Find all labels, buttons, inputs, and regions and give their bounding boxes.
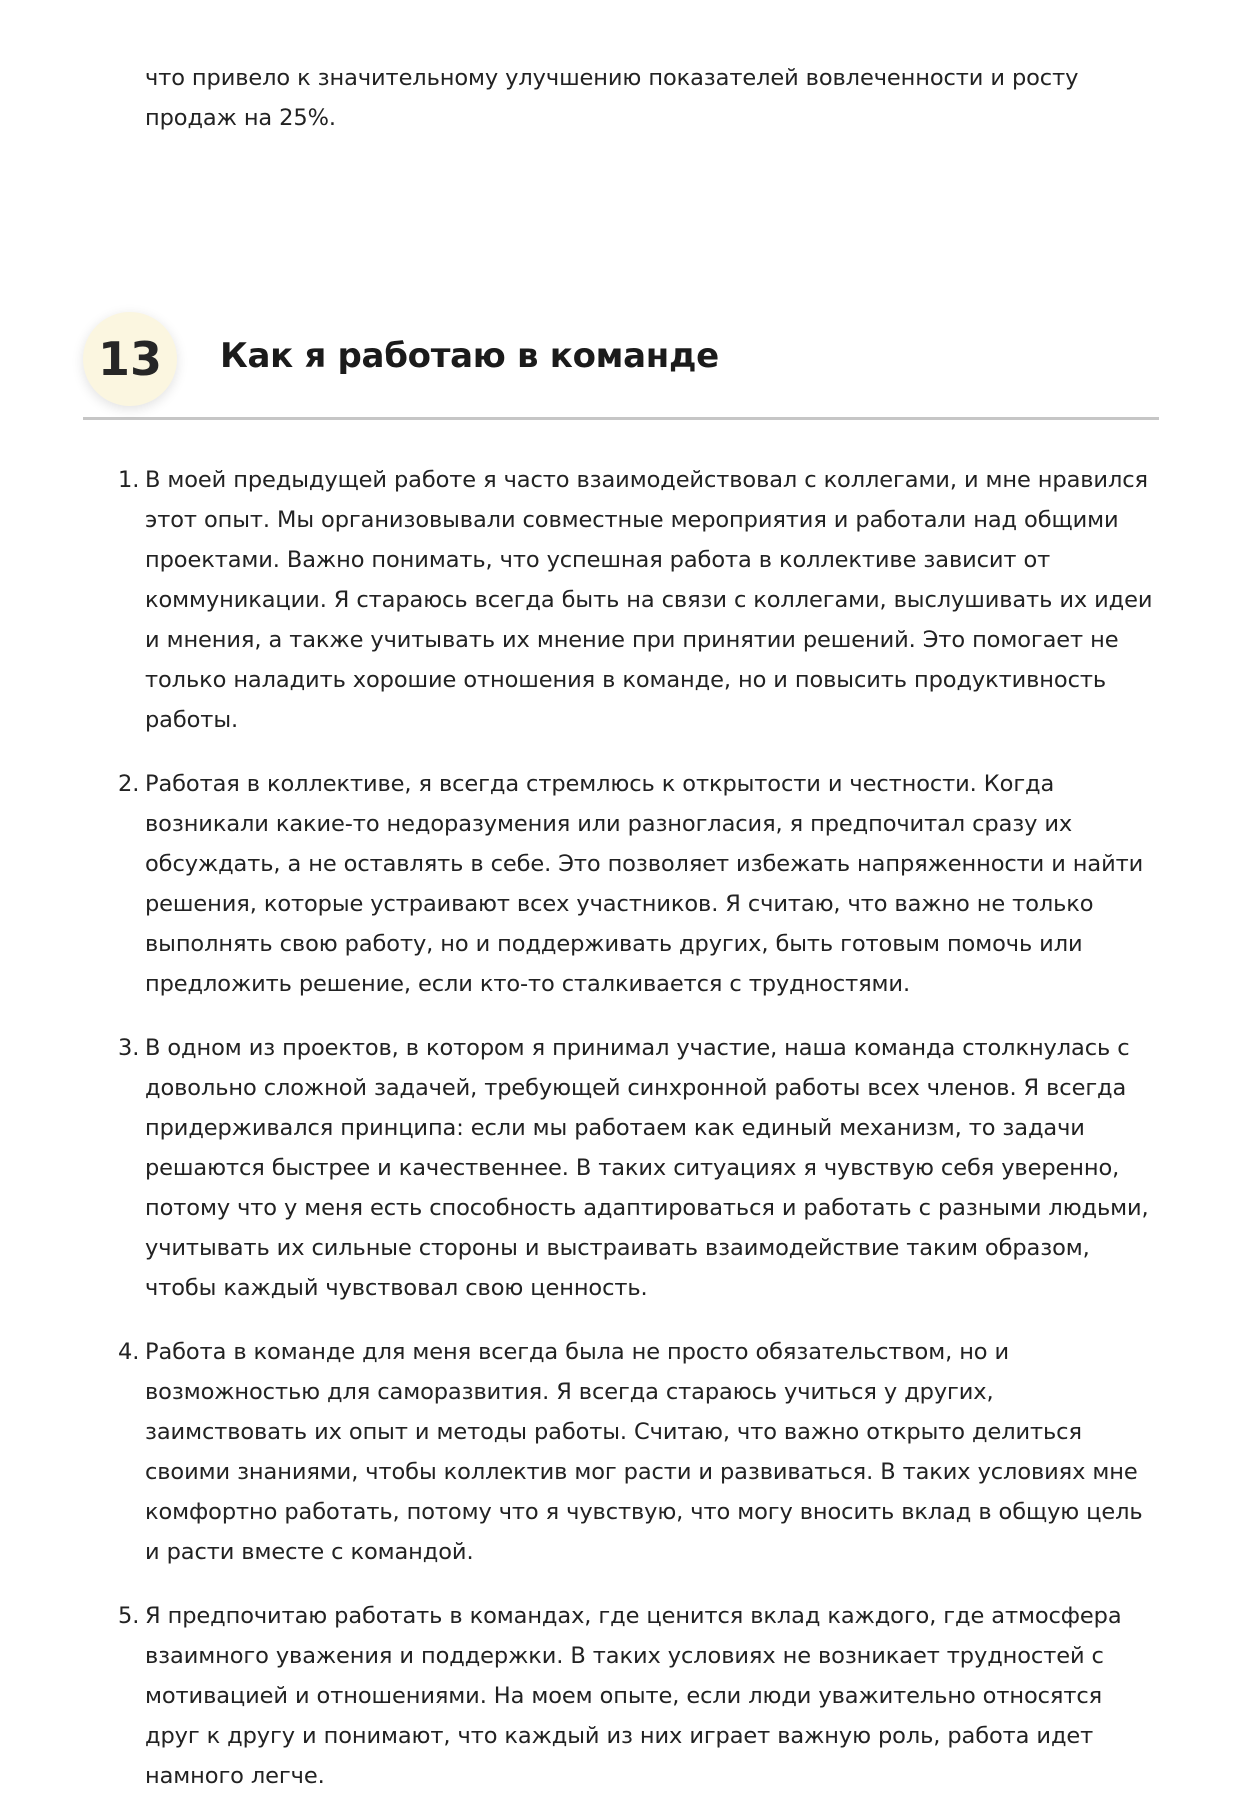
list-item-text: Я предпочитаю работать в командах, где ценится вклад каждого, где атмосфера взаимного уважения и поддержки. В таких условиях не возникает трудностей с мотивацией и отношениями. На моем опыте, если люди уважительно относятся друг к другу и понимают, что каждый из них играет важную роль, работа идет намного легче. [145,1603,1122,1789]
list-item-number: 4. [118,1339,140,1365]
list-item [118,460,1155,740]
intro-paragraph: что привело к значительному улучшению показателей вовлеченности и росту продаж на 25%. [145,65,1079,131]
list-item-text: В моей предыдущей работе я часто взаимодействовал с коллегами, и мне нравился этот опыт. Мы организовывали совместные мероприятия и работали над общими проектами. Важно понимать, что успешная работа в коллективе зависит от коммуникации. Я стараюсь всегда быть на связи с коллегами, выслушивать их идеи и мнения, а также учитывать их мнение при принятии решений. Это помогает не только наладить хорошие отношения в команде, но и повысить продуктивность работы. [145,467,1153,733]
list-item-number: 5. [118,1603,140,1629]
list-item [118,764,1155,1004]
list-item [118,1596,1155,1796]
list-item-text: Работа в команде для меня всегда была не просто обязательством, но и возможностью для саморазвития. Я всегда стараюсь учиться у других, заимствовать их опыт и методы работы. Считаю, что важно открыто делиться своими знаниями, чтобы коллектив мог расти и развиваться. В таких условиях мне комфортно работать, потому что я чувствую, что могу вносить вклад в общую цель и расти вместе с командой. [145,1339,1143,1565]
team-work-list [118,460,1155,1820]
list-item-number: 1. [118,467,140,493]
list-item [118,1028,1155,1308]
section-header [83,312,1159,420]
list-item-number: 2. [118,771,140,797]
list-item-text: Работая в коллективе, я всегда стремлюсь к открытости и честности. Когда возникали какие-то недоразумения или разногласия, я предпочитал сразу их обсуждать, а не оставлять в себе. Это позволяет избежать напряженности и найти решения, которые устраивают всех участников. Я считаю, что важно не только выполнять свою работу, но и поддерживать других, быть готовым помочь или предложить решение, если кто-то сталкивается с трудностями. [145,771,1144,997]
list-item-text: В одном из проектов, в котором я принимал участие, наша команда столкнулась с довольно сложной задачей, требующей синхронной работы всех членов. Я всегда придерживался принципа: если мы работаем как единый механизм, то задачи решаются быстрее и качественнее. В таких ситуациях я чувствую себя уверенно, потому что у меня есть способность адаптироваться и работать с разными людьми, учитывать их сильные стороны и выстраивать взаимодействие таким образом, чтобы каждый чувствовал свою ценность. [145,1035,1149,1301]
list-item-number: 3. [118,1035,140,1061]
section-number-badge: 13 [83,312,177,406]
list-item [118,1332,1155,1572]
section-title: Как я работаю в команде [220,336,719,376]
